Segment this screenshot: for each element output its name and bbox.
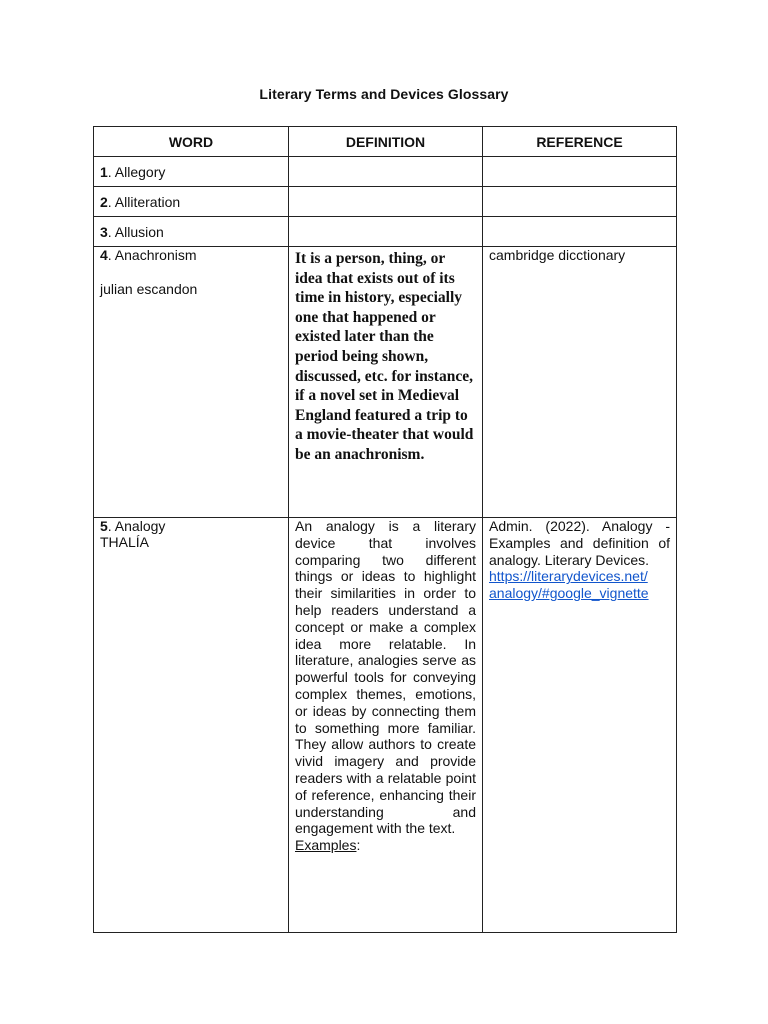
table-row <box>94 518 677 933</box>
word-cell <box>94 518 289 933</box>
reference-citation: Admin. (2022). Analogy - Examples and definition of analogy. Literary Devices. <box>489 518 670 568</box>
word-cell <box>94 217 289 247</box>
examples-colon: : <box>356 837 361 854</box>
term-number: 4 <box>100 247 108 263</box>
examples-label: Examples <box>295 837 357 854</box>
table-row <box>94 217 677 247</box>
definition-cell[interactable] <box>289 157 483 187</box>
reference-text <box>489 518 670 602</box>
header-row <box>94 127 677 157</box>
definition-cell <box>289 247 483 518</box>
definition-cell[interactable] <box>289 187 483 217</box>
term-name: . Analogy <box>107 518 166 534</box>
definition-cell <box>289 518 483 933</box>
header-definition: DEFINITION <box>289 127 483 157</box>
reference-cell <box>483 247 677 518</box>
term-number: 5 <box>100 518 108 534</box>
term-number: 1 <box>100 163 108 180</box>
header-word: WORD <box>94 127 289 157</box>
author-name: THALÍA <box>100 534 150 550</box>
header-reference: REFERENCE <box>483 127 677 157</box>
term-name: . Allusion <box>107 223 164 240</box>
page-title: Literary Terms and Devices Glossary <box>259 86 509 102</box>
reference-cell <box>483 518 677 933</box>
term-name: . Anachronism <box>107 247 197 263</box>
glossary-table <box>93 126 677 933</box>
term-name: . Allegory <box>107 163 166 180</box>
term-number: 3 <box>100 223 108 240</box>
definition-body: An analogy is a literary device that involves comparing two different things or ideas to highlight their similarities in order to help readers understand a concept or make a complex idea more relatable. In literature, analogies serve as powerful tools for conveying complex themes, emotions, or ideas by connecting them to something more familiar. They allow authors to create vivid imagery and provide readers with a relatable point of reference, enhancing their understanding and engagement with the text. <box>295 518 476 837</box>
reference-text: cambridge dicctionary <box>489 247 626 263</box>
reference-link[interactable]: https://literarydevices.net/ <box>489 568 648 585</box>
reference-cell[interactable] <box>483 157 677 187</box>
word-cell <box>94 247 289 518</box>
definition-text <box>295 518 476 854</box>
term-name: . Alliteration <box>107 193 181 210</box>
table-row <box>94 187 677 217</box>
word-cell <box>94 157 289 187</box>
reference-cell[interactable] <box>483 187 677 217</box>
term-number: 2 <box>100 193 108 210</box>
definition-text: It is a person, thing, or idea that exists out of its time in history, especially one that happened or existed later than the period being shown, discussed, etc. for instance, if a novel set in Medieval England featured a trip to a movie-theater that would be an anachronism. <box>295 250 474 463</box>
table-row <box>94 157 677 187</box>
author-name: julian escandon <box>100 281 198 297</box>
reference-link-continued[interactable]: analogy/#google_vignette <box>489 585 649 602</box>
definition-cell[interactable] <box>289 217 483 247</box>
table-row <box>94 247 677 518</box>
reference-cell[interactable] <box>483 217 677 247</box>
word-cell <box>94 187 289 217</box>
